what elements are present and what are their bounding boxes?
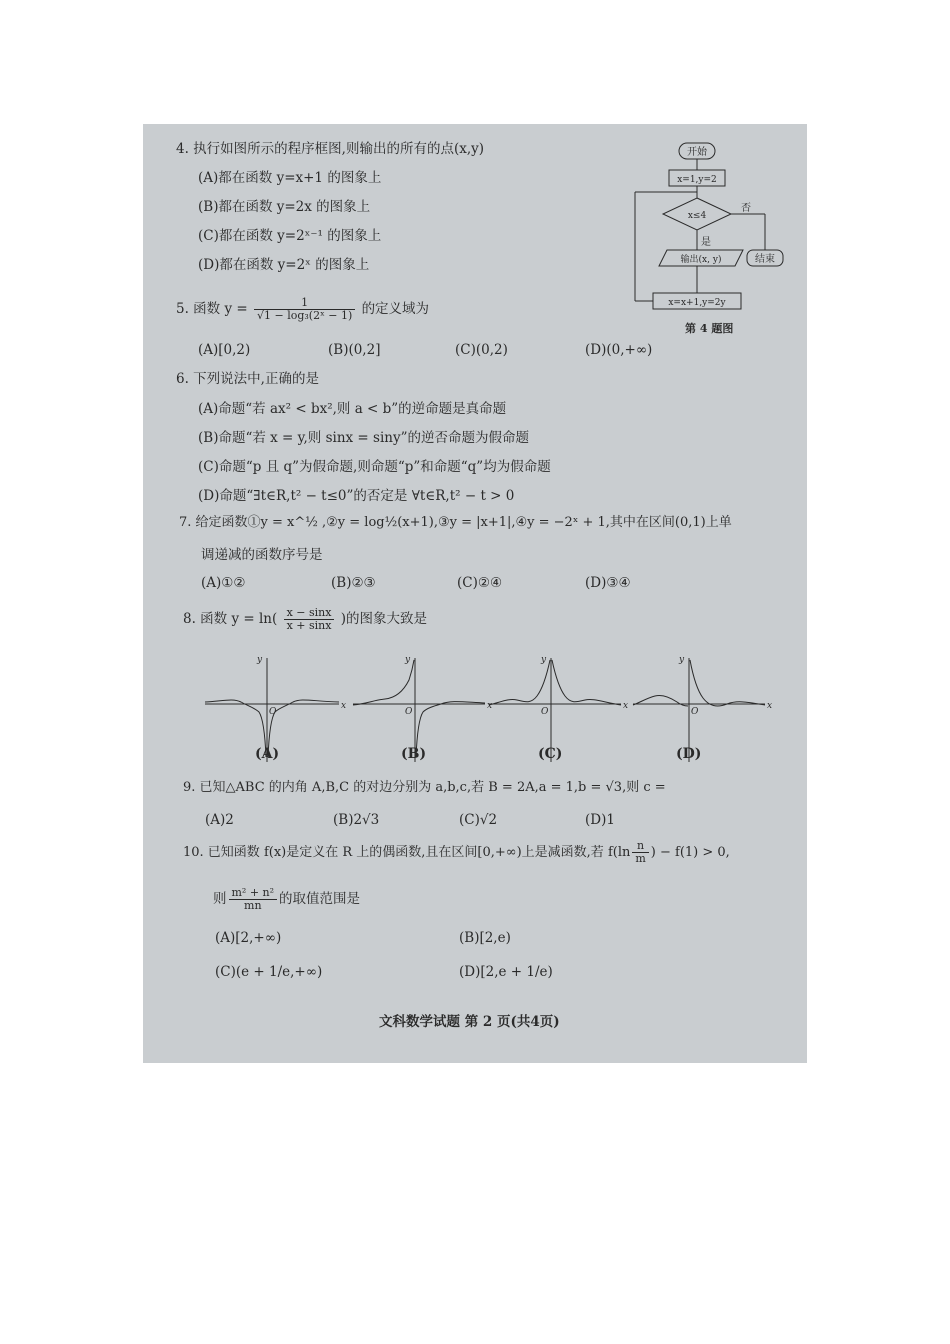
q5-prefix: 5. 函数 y = [176,301,248,317]
q8-prefix: 8. 函数 y = ln( [183,611,278,627]
q6-option-d: (D)命题“∃t∈R,t² − t≤0”的否定是 ∀t∈R,t² − t > 0 [198,488,515,504]
q8-label-b: (B) [401,746,427,762]
q5-numerator: 1 [254,297,355,310]
flow-no-label: 否 [741,203,751,214]
flow-end-text: 结束 [755,254,775,265]
flow-caption: 第 4 题图 [685,322,734,335]
q5-suffix: 的定义域为 [361,301,430,317]
q10-option-b: (B)[2,e) [459,930,511,946]
q9-option-a: (A)2 [205,812,234,828]
q6-option-b: (B)命题“若 x = y,则 sinx = siny”的逆否命题为假命题 [198,430,529,446]
q4-option-d: (D)都在函数 y=2ˣ 的图象上 [198,257,370,273]
q9-option-b: (B)2√3 [333,812,380,828]
q5-option-b: (B)(0,2] [328,342,381,358]
q4-stem: 4. 执行如图所示的程序框图,则输出的所有的点(x,y) [176,141,485,157]
q8-stem [183,604,427,634]
q6-stem: 6. 下列说法中,正确的是 [176,371,319,387]
axis-x-label: x [341,701,347,711]
q10-option-c: (C)(e + 1/e,+∞) [215,964,323,980]
q7-line2: 调递减的函数序号是 [201,547,323,563]
flow-init-text: x=1,y=2 [677,175,717,185]
q9-option-d: (D)1 [585,812,615,828]
q10-line1 [183,838,730,868]
axis-x-label: x [487,701,493,711]
q5-option-c: (C)(0,2) [455,342,508,358]
q10-frac2-den: mn [244,899,262,912]
q4-option-a: (A)都在函数 y=x+1 的图象上 [198,170,382,186]
q10-line1-prefix: 10. 已知函数 f(x)是定义在 R 上的偶函数,且在区间[0,+∞)上是减函数,若 f(ln [183,845,631,860]
axis-y-label: y [257,655,263,665]
q6-option-a: (A)命题“若 ax² < bx²,则 a < b”的逆命题是真命题 [198,401,507,417]
q6-option-c: (C)命题“p 且 q”为假命题,则命题“p”和命题“q”均为假命题 [198,459,551,475]
q9-option-c: (C)√2 [459,812,498,828]
q8-graph-d [631,652,777,772]
page-footer: 文科数学试题 第 2 页(共4页) [379,1014,560,1030]
q5-option-d: (D)(0,+∞) [585,342,653,358]
q7-option-c: (C)②④ [457,575,503,591]
q8-label-c: (C) [538,746,563,762]
axis-y-label: y [679,655,685,665]
q8-suffix: )的图象大致是 [340,611,428,627]
flow-start-text: 开始 [687,147,707,158]
q10-option-a: (A)[2,+∞) [215,930,282,946]
q9-stem: 9. 已知△ABC 的内角 A,B,C 的对边分别为 a,b,c,若 B = 2A,a = 1,b = √3,则 c = [183,780,666,795]
q7-option-a: (A)①② [201,575,246,591]
flow-yes-label: 是 [701,237,711,248]
q5-denominator: √1 − log₃(2ˣ − 1) [257,309,353,322]
origin-label: O [269,707,277,717]
q8-denominator: x + sinx [286,619,332,632]
q10-line2-suffix: 的取值范围是 [279,891,361,907]
q10-line2-prefix: 则 [213,891,227,907]
axis-y-label: y [541,655,547,665]
q8-label-a: (A) [255,746,280,762]
q7-line1: 7. 给定函数①y = x^½ ,②y = log½(x+1),③y = |x+1|,④y = −2ˣ + 1,其中在区间(0,1)上单 [179,515,732,530]
flow-update-text: x=x+1,y=2y [668,298,726,308]
q8-numerator: x − sinx [284,607,335,620]
axis-x-label: x [623,701,629,711]
flowchart [627,138,805,348]
q5-fraction [254,297,355,322]
flow-cond-text: x≤4 [687,211,707,221]
q10-frac1-num: n [632,840,648,853]
q4-option-c: (C)都在函数 y=2ˣ⁻¹ 的图象上 [198,228,382,244]
q10-frac1-den: m [635,852,646,865]
q4-option-b: (B)都在函数 y=2x 的图象上 [198,199,371,215]
origin-label: O [541,707,549,717]
q8-label-d: (D) [676,746,702,762]
q10-frac2-num: m² + n² [229,887,278,900]
origin-label: O [691,707,699,717]
axis-x-label: x [767,701,773,711]
q10-frac1 [632,840,648,865]
q7-option-b: (B)②③ [331,575,376,591]
axis-y-label: y [405,655,411,665]
q8-fraction [284,607,335,632]
q10-option-d: (D)[2,e + 1/e) [459,964,553,980]
q10-line1-suffix: ) − f(1) > 0, [650,845,730,860]
q10-frac2 [229,887,278,912]
flow-output-text: 输出(x, y) [680,255,722,265]
q7-option-d: (D)③④ [585,575,631,591]
q5-option-a: (A)[0,2) [198,342,251,358]
origin-label: O [405,707,413,717]
q10-line2 [213,884,360,914]
q5-stem [176,294,429,324]
exam-page [143,124,807,1063]
